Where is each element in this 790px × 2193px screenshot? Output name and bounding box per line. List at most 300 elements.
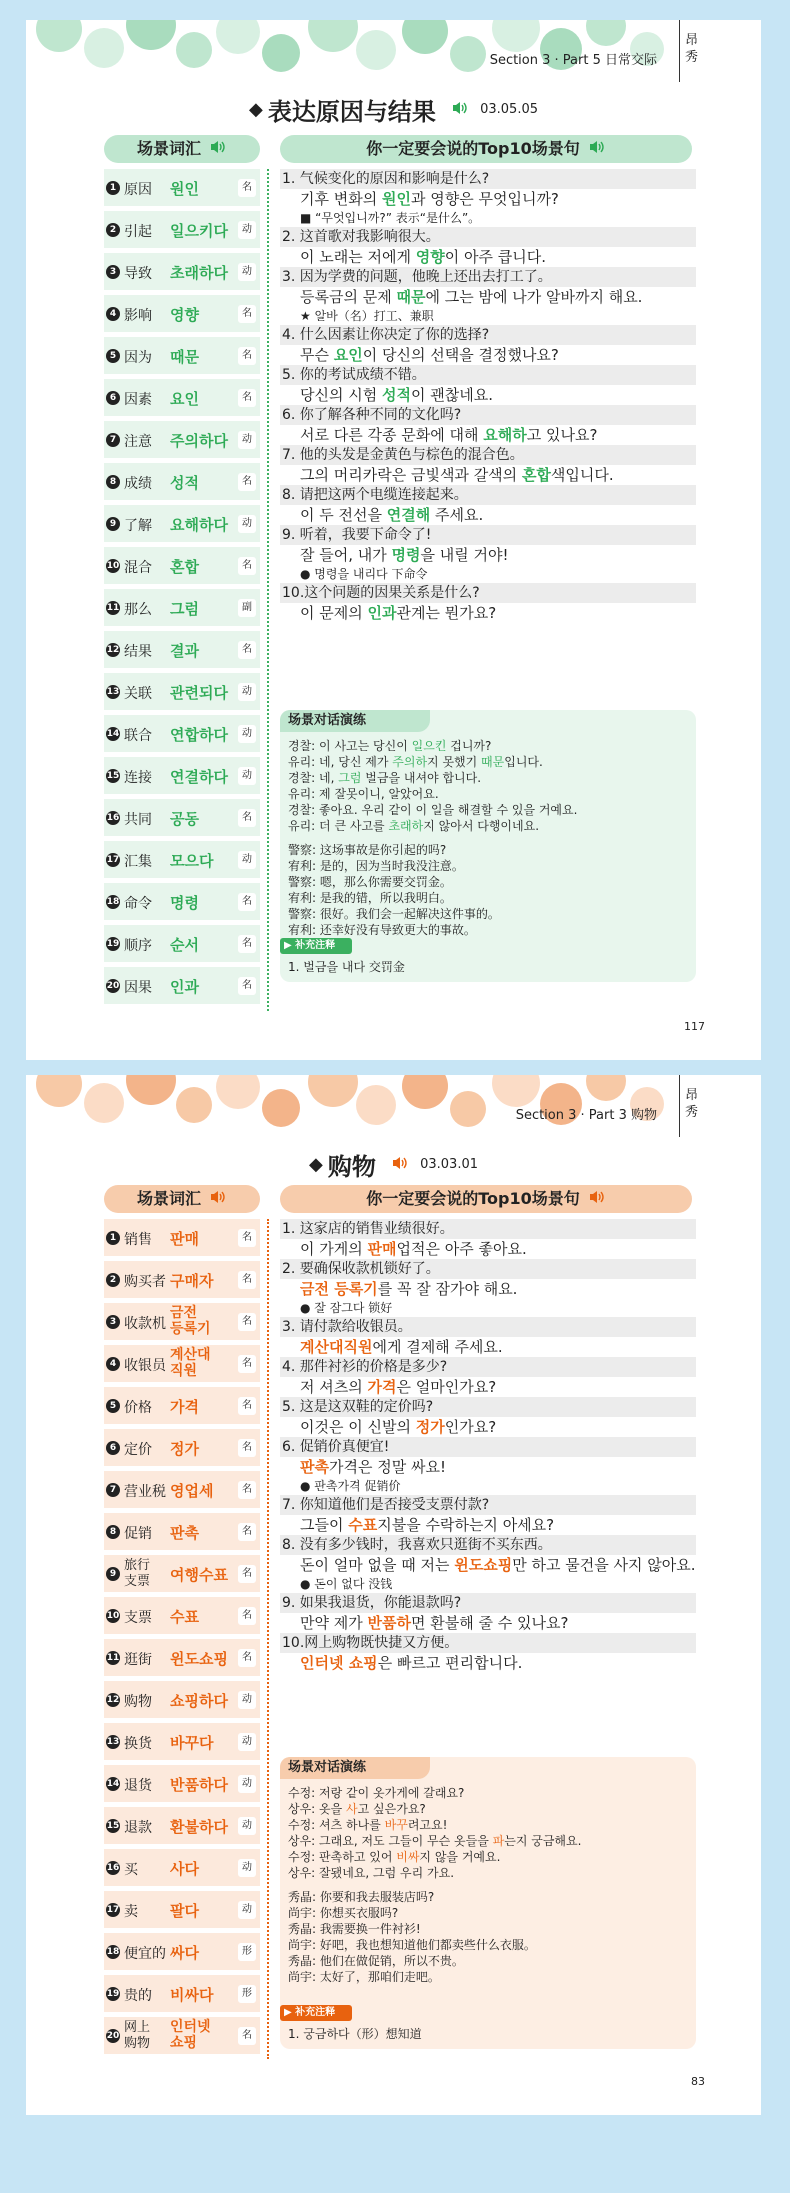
vocab-chinese: 顺序 xyxy=(124,938,152,954)
sentence-korean xyxy=(280,1555,696,1575)
page-header xyxy=(26,1075,761,1137)
keyword-highlight: 요인 xyxy=(333,346,363,364)
vocab-number: 9 xyxy=(106,1567,120,1581)
part-of-speech-badge: 名 xyxy=(238,305,256,323)
dialogue-line-chinese: 尚宇: 你想买衣服吗? xyxy=(288,1906,399,1920)
sentence-text: 지불을 수락하는지 아세요? xyxy=(377,1516,555,1534)
sentence-note: ★ 알바（名）打工、兼职 xyxy=(300,309,434,323)
keyword-highlight: 때문 xyxy=(396,288,426,306)
sentence-list xyxy=(280,169,696,623)
vocab-chinese: 混合 xyxy=(124,560,152,576)
sentence-chinese: 6. 你了解各种不同的文化吗? xyxy=(280,405,696,425)
lesson-title: 购物 xyxy=(327,1153,376,1181)
keyword-highlight: 영향 xyxy=(415,248,445,266)
keyword-highlight: 가격 xyxy=(367,1378,397,1396)
dialogue-text: 지 않을 거예요. xyxy=(419,1850,501,1864)
vocab-number: 14 xyxy=(106,729,120,739)
vocab-chinese: 销售 xyxy=(124,1232,152,1248)
dialogue-line-korean xyxy=(288,738,688,754)
sentence-text: 잘 들어, 내가 xyxy=(300,546,392,564)
vocab-korean: 구매자 xyxy=(170,1272,214,1290)
sentence-text: 이 당신의 선택을 결정했나요? xyxy=(362,346,559,364)
vocab-chinese: 成绩 xyxy=(124,476,152,492)
sentence-chinese: 8. 请把这两个电缆连接起来。 xyxy=(280,485,696,505)
sentence-text: 을 내릴 거야! xyxy=(420,546,509,564)
supplement-label-text: 补充注释 xyxy=(295,940,336,951)
sentence-list xyxy=(280,1219,696,1673)
dialogue-text: 려고요! xyxy=(407,1818,448,1832)
part-of-speech-badge: 名 xyxy=(238,179,256,197)
vocab-chinese: 收银员 xyxy=(124,1358,166,1374)
sentence-chinese: 1. 这家店的销售业绩很好。 xyxy=(280,1219,696,1239)
vocab-number: 1 xyxy=(106,1231,120,1245)
sentence-chinese: 10.网上购物既快捷又方便。 xyxy=(280,1633,696,1653)
sentence-korean xyxy=(280,385,696,405)
decorative-bubble xyxy=(402,20,448,54)
brand-label: 昂秀 xyxy=(679,1075,703,1137)
play-icon: ▶ xyxy=(284,940,296,951)
vocab-korean: 인과 xyxy=(170,978,199,996)
part-of-speech-badge: 形 xyxy=(238,1985,256,2003)
vocab-number: 16 xyxy=(106,1863,120,1873)
vocab-korean: 계산대 직원 xyxy=(170,1347,211,1379)
part-of-speech-badge: 动 xyxy=(238,431,256,449)
sentence-text: 이 문제의 xyxy=(300,604,368,622)
vocab-korean: 그럼 xyxy=(170,600,199,618)
vocab-item xyxy=(104,715,260,752)
vocab-item xyxy=(104,1513,260,1550)
dialogue-text: 수정: 저랑 같이 옷가게에 갈래요? xyxy=(288,1786,465,1800)
part-of-speech-badge: 动 xyxy=(238,725,256,743)
vocab-korean: 때문 xyxy=(170,348,199,366)
vocab-chinese: 因为 xyxy=(124,350,152,366)
vocab-number: 2 xyxy=(106,1273,120,1287)
vocab-item xyxy=(104,1303,260,1340)
vocab-korean: 비싸다 xyxy=(170,1986,214,2004)
dialogue-text: 상우: 잘됐네요, 그럼 우리 가요. xyxy=(288,1866,455,1880)
vocab-header xyxy=(104,1185,260,1213)
vocab-korean: 주의하다 xyxy=(170,432,228,450)
vocab-korean: 사다 xyxy=(170,1860,199,1878)
sentence-chinese: 2. 这首歌对我影响很大。 xyxy=(280,227,696,247)
dialogue-line-chinese: 秀晶: 我需要换一件衬衫! xyxy=(288,1922,421,1936)
vocab-item xyxy=(104,1345,260,1382)
vocab-number: 5 xyxy=(106,349,120,363)
vocab-chinese: 影响 xyxy=(124,308,152,324)
vocab-korean: 정가 xyxy=(170,1440,199,1458)
vocab-item xyxy=(104,841,260,878)
dialogue-line-chinese: 警察: 嗯，那么你需要交罚金。 xyxy=(288,875,452,889)
sentence-text: 저 셔츠의 xyxy=(300,1378,368,1396)
sentence-chinese: 7. 他的头发是金黄色与棕色的混合色。 xyxy=(280,445,696,465)
keyword-highlight: 성적 xyxy=(382,386,411,404)
decorative-bubble xyxy=(492,20,540,52)
decorative-bubble xyxy=(176,1087,212,1123)
dialogue-text: 겁니까? xyxy=(446,739,492,753)
sentence-text: 그의 머리카락은 금빛색과 갈색의 xyxy=(300,466,522,484)
dialogue-line-chinese: 警察: 这场事故是你引起的吗? xyxy=(288,843,447,857)
keyword-highlight: 그럼 xyxy=(338,771,362,785)
dialogue-line-korean xyxy=(288,786,688,802)
speaker-icon[interactable] xyxy=(391,1155,409,1175)
part-of-speech-badge: 动 xyxy=(238,1817,256,1835)
dialogue-line-korean xyxy=(288,754,688,770)
sentence-text: 만약 제가 xyxy=(300,1614,368,1632)
sentence-text: 에게 결제해 주세요. xyxy=(372,1338,503,1356)
sentence-korean xyxy=(280,603,696,623)
decorative-bubble xyxy=(586,20,626,46)
vocab-korean: 반품하다 xyxy=(170,1776,228,1794)
keyword-highlight: 혼합 xyxy=(521,466,551,484)
speaker-icon[interactable] xyxy=(588,1186,606,1214)
vocab-number: 17 xyxy=(106,1905,120,1915)
decorative-bubble xyxy=(308,20,358,52)
vocab-item xyxy=(104,1555,260,1592)
vocab-number: 7 xyxy=(106,433,120,447)
vocab-item xyxy=(104,337,260,374)
vocab-item xyxy=(104,1597,260,1634)
dialogue-line-korean xyxy=(288,1849,688,1865)
decorative-bubble xyxy=(36,20,82,52)
dialogue-title xyxy=(280,1757,430,1779)
sentence-text: 등록금의 문제 xyxy=(300,288,397,306)
vocab-chinese: 贵的 xyxy=(124,1988,152,2004)
vocab-chinese: 购物 xyxy=(124,1694,152,1710)
dialogue-line-chinese: 尚宇: 太好了，那咱们走吧。 xyxy=(288,1970,440,1984)
dialogue-line-korean xyxy=(288,770,688,786)
sentence-chinese: 5. 你的考试成绩不错。 xyxy=(280,365,696,385)
dialogue-line-korean xyxy=(288,802,688,818)
vocab-item xyxy=(104,547,260,584)
sentence-text: 고 있나요? xyxy=(526,426,598,444)
sentence-korean xyxy=(280,1457,696,1477)
supplement-label xyxy=(280,938,352,954)
sentence-text: 은 얼마인가요? xyxy=(396,1378,497,1396)
keyword-highlight: 명령 xyxy=(391,546,421,564)
sentence-chinese: 4. 那件衬衫的价格是多少? xyxy=(280,1357,696,1377)
vocab-number: 9 xyxy=(106,517,120,531)
vocab-number: 2 xyxy=(106,223,120,237)
dialogue-body xyxy=(288,738,688,938)
vocab-korean: 윈도쇼핑 xyxy=(170,1650,228,1668)
dialogue-line-chinese: 秀晶: 你要和我去服装店吗? xyxy=(288,1890,435,1904)
sentence-note: ■ “무엇입니까?” 表示“是什么”。 xyxy=(300,211,481,225)
vocab-item xyxy=(104,1807,260,1844)
decorative-bubble xyxy=(450,36,486,72)
diamond-icon: ◆ xyxy=(308,1154,323,1175)
sentence-text: 이 가게의 xyxy=(300,1240,368,1258)
part-of-speech-badge: 名 xyxy=(238,1355,256,1373)
keyword-highlight: 초래하 xyxy=(388,819,424,833)
decorative-bubble xyxy=(216,20,260,54)
vocab-item xyxy=(104,505,260,542)
sentence-chinese: 9. 听着，我要下命令了! xyxy=(280,525,696,545)
supplement-label xyxy=(280,2005,352,2021)
vocab-number: 20 xyxy=(106,981,120,991)
dialogue-text: 유리: 더 큰 사고를 xyxy=(288,819,389,833)
keyword-highlight: 계산대직원 xyxy=(300,1338,373,1356)
sentence-text: 돈이 얼마 없을 때 저는 xyxy=(300,1556,455,1574)
vocab-item xyxy=(104,421,260,458)
part-of-speech-badge: 动 xyxy=(238,1775,256,1793)
decorative-bubble xyxy=(126,20,176,50)
vocab-chinese: 共同 xyxy=(124,812,152,828)
sentence-text: 색입니다. xyxy=(550,466,614,484)
vocab-item xyxy=(104,757,260,794)
vocab-item xyxy=(104,883,260,920)
sentence-text: 과 영향은 무엇입니까? xyxy=(410,190,559,208)
vocab-chinese: 退款 xyxy=(124,1820,152,1836)
vocab-korean: 모으다 xyxy=(170,852,214,870)
vocab-korean: 명령 xyxy=(170,894,199,912)
vocab-number: 20 xyxy=(106,2031,120,2041)
column-divider xyxy=(267,1219,269,2059)
sentence-note: ● 판촉가격 促销价 xyxy=(300,1479,401,1493)
sentence-korean xyxy=(280,1377,696,1397)
keyword-highlight: 윈도쇼핑 xyxy=(454,1556,513,1574)
dialogue-line-korean xyxy=(288,1785,688,1801)
sentence-note: ● 잘 잠그다 锁好 xyxy=(300,1301,393,1315)
part-of-speech-badge: 名 xyxy=(238,1229,256,1247)
dialogue-title-text: 场景对话演练 xyxy=(288,713,367,728)
vocab-chinese: 换货 xyxy=(124,1736,152,1752)
decorative-bubble xyxy=(308,1075,358,1107)
supplement-note: 1. 벌금을 내다 交罚金 xyxy=(288,960,405,974)
vocab-number: 10 xyxy=(106,1611,120,1621)
vocab-item xyxy=(104,799,260,836)
vocab-number: 1 xyxy=(106,181,120,195)
sentence-korean xyxy=(280,345,696,365)
sentence-text: 그들이 xyxy=(300,1516,349,1534)
vocab-item xyxy=(104,1471,260,1508)
sentence-korean xyxy=(280,465,696,485)
vocab-korean: 일으키다 xyxy=(170,222,228,240)
vocab-item xyxy=(104,1219,260,1256)
part-of-speech-badge: 名 xyxy=(238,347,256,365)
speaker-icon[interactable] xyxy=(209,136,227,164)
vocab-chinese: 连接 xyxy=(124,770,152,786)
vocab-number: 3 xyxy=(106,265,120,279)
decorative-bubble xyxy=(356,1085,396,1125)
sentence-chinese: 8. 没有多少钱时，我喜欢只逛街不买东西。 xyxy=(280,1535,696,1555)
vocab-korean: 여행수표 xyxy=(170,1566,228,1584)
vocab-chinese: 卖 xyxy=(124,1904,138,1920)
vocab-korean: 연합하다 xyxy=(170,726,228,744)
play-icon: ▶ xyxy=(284,2007,296,2018)
part-of-speech-badge: 动 xyxy=(238,767,256,785)
vocab-chinese: 支票 xyxy=(124,1610,152,1626)
vocab-korean: 영업세 xyxy=(170,1482,214,1500)
dialogue-text: 경찰: 이 사고는 당신이 xyxy=(288,739,412,753)
vocab-chinese: 注意 xyxy=(124,434,152,450)
dialogue-text: 경찰: 네, xyxy=(288,771,339,785)
vocab-item xyxy=(104,673,260,710)
sentence-chinese: 5. 这是这双鞋的定价吗? xyxy=(280,1397,696,1417)
page-header xyxy=(26,20,761,82)
keyword-highlight: 정가 xyxy=(415,1418,445,1436)
vocab-korean: 공동 xyxy=(170,810,199,828)
part-of-speech-badge: 名 xyxy=(238,557,256,575)
vocab-chinese: 逛街 xyxy=(124,1652,152,1668)
vocab-item xyxy=(104,1723,260,1760)
page-83 xyxy=(26,1075,761,2115)
sentence-chinese: 3. 请付款给收银员。 xyxy=(280,1317,696,1337)
vocab-number: 12 xyxy=(106,1695,120,1705)
vocab-korean: 환불하다 xyxy=(170,1818,228,1836)
vocab-korean: 판촉 xyxy=(170,1524,199,1542)
dialogue-line-korean xyxy=(288,1833,688,1849)
part-of-speech-badge: 动 xyxy=(238,1901,256,1919)
dialogue-text: 수정: 판촉하고 있어 xyxy=(288,1850,397,1864)
vocab-chinese: 汇集 xyxy=(124,854,152,870)
keyword-highlight: 인과 xyxy=(367,604,397,622)
part-of-speech-badge: 动 xyxy=(238,851,256,869)
page-number: 83 xyxy=(691,2075,705,2088)
vocab-chinese: 联合 xyxy=(124,728,152,744)
vocab-number: 11 xyxy=(106,603,120,613)
section-label: Section 3 · Part 3 购物 xyxy=(515,1108,657,1123)
vocab-item xyxy=(104,1933,260,1970)
sentence-text: 인가요? xyxy=(444,1418,497,1436)
lesson-title-row xyxy=(26,92,761,128)
vocab-chinese: 购买者 xyxy=(124,1274,166,1290)
speaker-icon[interactable] xyxy=(588,136,606,164)
dialogue-line-chinese: 宥利: 是的，因为当时我没注意。 xyxy=(288,859,464,873)
vocab-number: 10 xyxy=(106,561,120,571)
part-of-speech-badge: 动 xyxy=(238,515,256,533)
vocab-item xyxy=(104,463,260,500)
vocab-chinese: 网上 购物 xyxy=(124,2020,151,2051)
part-of-speech-badge: 名 xyxy=(238,641,256,659)
vocab-number: 15 xyxy=(106,1821,120,1831)
decorative-bubble xyxy=(586,1075,626,1101)
part-of-speech-badge: 动 xyxy=(238,221,256,239)
vocab-chinese: 因果 xyxy=(124,980,152,996)
sentence-chinese: 6. 促销价真便宜! xyxy=(280,1437,696,1457)
vocab-korean: 싸다 xyxy=(170,1944,199,1962)
dialogue-text: 유리: 네, 당신 제가 xyxy=(288,755,393,769)
part-of-speech-badge: 动 xyxy=(238,1859,256,1877)
sentence-korean xyxy=(280,545,696,565)
sentence-chinese: 10.这个问题的因果关系是什么? xyxy=(280,583,696,603)
dialogue-text: 상우: 그래요, 저도 그들이 무슨 옷들을 xyxy=(288,1834,493,1848)
vocab-title: 场景词汇 xyxy=(136,1189,201,1208)
dialogue-text: 유리: 제 잘못이니, 알았어요. xyxy=(288,787,439,801)
sentences-title: 你一定要会说的Top10场景句 xyxy=(366,1189,580,1208)
vocab-item xyxy=(104,1387,260,1424)
dialogue-box xyxy=(280,1757,696,2049)
part-of-speech-badge: 名 xyxy=(238,935,256,953)
part-of-speech-badge: 名 xyxy=(238,1565,256,1583)
dialogue-text: 수정: 셔츠 하나를 xyxy=(288,1818,385,1832)
vocab-item xyxy=(104,1765,260,1802)
sentence-text: 에 그는 밤에 나가 알바까지 해요. xyxy=(425,288,643,306)
vocab-korean: 원인 xyxy=(170,180,199,198)
audio-code: 03.03.01 xyxy=(420,1157,478,1172)
dialogue-title xyxy=(280,710,430,732)
vocab-chinese: 结果 xyxy=(124,644,152,660)
vocab-korean: 요해하다 xyxy=(170,516,228,534)
dialogue-line-korean xyxy=(288,1801,688,1817)
vocab-korean: 쇼핑하다 xyxy=(170,1692,228,1710)
sentence-text: 이 노래는 저에게 xyxy=(300,248,416,266)
keyword-highlight: 금전 등록기 xyxy=(300,1280,378,1298)
vocab-chinese: 收款机 xyxy=(124,1316,166,1332)
vocab-number: 6 xyxy=(106,1441,120,1455)
keyword-highlight: 판촉 xyxy=(300,1458,329,1476)
vocab-korean: 초래하다 xyxy=(170,264,228,282)
vocab-number: 18 xyxy=(106,1947,120,1957)
sentence-chinese: 2. 要确保收款机锁好了。 xyxy=(280,1259,696,1279)
vocab-chinese: 退货 xyxy=(124,1778,152,1794)
vocab-number: 3 xyxy=(106,1315,120,1329)
sentence-chinese: 7. 你知道他们是否接受支票付款? xyxy=(280,1495,696,1515)
vocab-korean: 영향 xyxy=(170,306,199,324)
decorative-bubble xyxy=(84,28,124,68)
speaker-icon[interactable] xyxy=(451,100,469,120)
part-of-speech-badge: 形 xyxy=(238,1943,256,1961)
vocab-item xyxy=(104,211,260,248)
part-of-speech-badge: 动 xyxy=(238,263,256,281)
speaker-icon[interactable] xyxy=(209,1186,227,1214)
vocab-korean: 연결하다 xyxy=(170,768,228,786)
decorative-bubble xyxy=(176,32,212,68)
vocab-chinese: 那么 xyxy=(124,602,152,618)
dialogue-line-korean xyxy=(288,1865,688,1881)
keyword-highlight: 판매 xyxy=(367,1240,397,1258)
sentence-note: ● 돈이 없다 没钱 xyxy=(300,1577,393,1591)
decorative-bubble xyxy=(262,1089,300,1127)
sentence-korean xyxy=(280,287,696,307)
keyword-highlight: 연결해 xyxy=(386,506,431,524)
part-of-speech-badge: 名 xyxy=(238,1649,256,1667)
supplement-note: 1. 궁금하다（形）想知道 xyxy=(288,2027,422,2041)
sentence-text: 서로 다른 각종 문화에 대해 xyxy=(300,426,484,444)
part-of-speech-badge: 名 xyxy=(238,1607,256,1625)
part-of-speech-badge: 名 xyxy=(238,1481,256,1499)
sentence-korean xyxy=(280,505,696,525)
keyword-highlight: 인터넷 쇼핑 xyxy=(300,1654,378,1672)
sentence-korean xyxy=(280,1337,696,1357)
keyword-highlight: 때문 xyxy=(481,755,505,769)
dialogue-body xyxy=(288,1785,688,1985)
decorative-bubble xyxy=(126,1075,176,1105)
part-of-speech-badge: 名 xyxy=(238,1397,256,1415)
vocab-chinese: 了解 xyxy=(124,518,152,534)
vocab-chinese: 定价 xyxy=(124,1442,152,1458)
vocab-number: 15 xyxy=(106,771,120,781)
decorative-bubble xyxy=(356,30,396,70)
audio-code: 03.05.05 xyxy=(480,102,538,117)
sentence-korean xyxy=(280,1653,696,1673)
sentence-text: 이것은 이 신발의 xyxy=(300,1418,416,1436)
vocab-korean: 순서 xyxy=(170,936,199,954)
vocab-list xyxy=(104,169,260,1009)
vocab-number: 18 xyxy=(106,897,120,907)
vocab-item xyxy=(104,925,260,962)
vocab-number: 6 xyxy=(106,391,120,405)
vocab-item xyxy=(104,295,260,332)
vocab-number: 12 xyxy=(106,645,120,655)
vocab-chinese: 引起 xyxy=(124,224,152,240)
part-of-speech-badge: 副 xyxy=(238,599,256,617)
vocab-number: 19 xyxy=(106,1989,120,1999)
vocab-chinese: 导致 xyxy=(124,266,152,282)
sentence-chinese: 9. 如果我退货，你能退款吗? xyxy=(280,1593,696,1613)
sentence-text: 무슨 xyxy=(300,346,334,364)
part-of-speech-badge: 名 xyxy=(238,389,256,407)
part-of-speech-badge: 名 xyxy=(238,473,256,491)
